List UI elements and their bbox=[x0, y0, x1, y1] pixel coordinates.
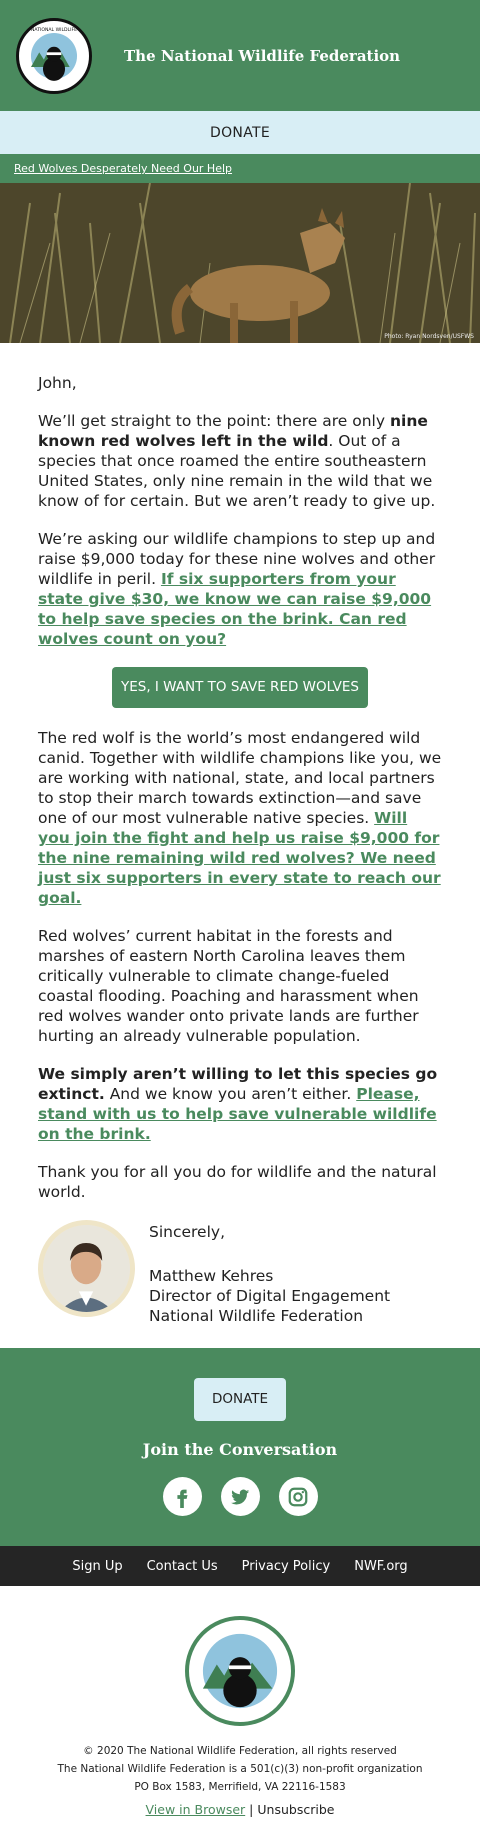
mailing-address: PO Box 1583, Merrifield, VA 22116-1583 bbox=[134, 1781, 346, 1793]
subhead-bar bbox=[0, 154, 480, 183]
unsubscribe-link[interactable]: Unsubscribe bbox=[257, 1802, 335, 1817]
footer-bottom bbox=[0, 1586, 480, 1832]
donate-bar-button[interactable]: DONATE bbox=[0, 111, 480, 154]
signer-name: Matthew Kehres bbox=[149, 1267, 274, 1285]
red-wolves-link[interactable]: Red Wolves Desperately Need Our Help bbox=[14, 162, 233, 175]
paragraph-6: Thank you for all you do for wildlife and the natural world. bbox=[38, 1163, 437, 1201]
footer-donate-button[interactable]: DONATE bbox=[194, 1378, 286, 1421]
footer-green bbox=[0, 1348, 480, 1546]
nwf-logo-large bbox=[185, 1616, 295, 1726]
twitter-icon[interactable] bbox=[221, 1477, 260, 1516]
sign-off: Sincerely, bbox=[149, 1223, 226, 1241]
donate-link-3[interactable]: Please, stand with us to help save vulnerable wildlife on the brink. bbox=[38, 1085, 437, 1143]
org-name: The National Wildlife Federation bbox=[124, 46, 401, 65]
sign-up-link[interactable]: Sign Up bbox=[72, 1558, 123, 1574]
join-conversation-heading: Join the Conversation bbox=[142, 1440, 338, 1459]
paragraph-3: The red wolf is the world’s most endangered wild canid. Together with wildlife champions like you, we are working with national, state, and local partners to stop their march towards extinction—and save one of our most vulnerable native species. Will you join the fight and help us raise $9,000 for the nine remaining wild red wolves? We need just six supporters in every state to reach our goal. bbox=[38, 729, 442, 907]
save-red-wolves-button[interactable]: YES, I WANT TO SAVE RED WOLVES bbox=[112, 667, 368, 708]
instagram-icon[interactable] bbox=[279, 1477, 318, 1516]
signer-org: National Wildlife Federation bbox=[149, 1307, 364, 1325]
facebook-icon[interactable] bbox=[163, 1477, 202, 1516]
copyright: © 2020 The National Wildlife Federation, all rights reserved bbox=[83, 1745, 397, 1757]
signer-avatar bbox=[38, 1220, 135, 1317]
svg-text:NATIONAL WILDLIFE: NATIONAL WILDLIFE bbox=[30, 27, 78, 33]
signature-block bbox=[38, 1220, 442, 1326]
email-header bbox=[0, 0, 480, 111]
red-wolf-hero-image bbox=[0, 183, 480, 343]
paragraph-5: We simply aren’t willing to let this species go extinct. And we know you aren’t either. Please, stand with us to help save vulnerable wildlife on the brink. bbox=[38, 1065, 438, 1143]
social-icons bbox=[0, 1477, 480, 1516]
paragraph-4: Red wolves’ current habitat in the forests and marshes of eastern North Carolina leaves them critically vulnerable to climate change-fueled coastal flooding. Poaching and harassment when red wolves wander onto private lands are further hurting an already vulnerable population. bbox=[38, 927, 419, 1045]
contact-us-link[interactable]: Contact Us bbox=[146, 1558, 218, 1574]
greeting: John, bbox=[38, 374, 77, 392]
paragraph-2: We’re asking our wildlife champions to step up and raise $9,000 today for these nine wolves and other wildlife in peril. If six supporters from your state give $30, we know we can raise $9,000 to help save species on the brink. Can red wolves count on you? bbox=[38, 530, 436, 648]
nwf-org-link[interactable]: NWF.org bbox=[354, 1558, 408, 1574]
link-separator: | bbox=[245, 1802, 258, 1817]
footer-links bbox=[0, 1546, 480, 1586]
nonprofit-statement: The National Wildlife Federation is a 501(c)(3) non-profit organization bbox=[57, 1763, 423, 1775]
nwf-logo[interactable] bbox=[16, 18, 92, 94]
privacy-policy-link[interactable]: Privacy Policy bbox=[241, 1558, 331, 1574]
signer-title: Director of Digital Engagement bbox=[149, 1287, 391, 1305]
photo-credit: Photo: Ryan Nordsven/USFWS bbox=[384, 333, 474, 340]
letter-body bbox=[0, 343, 480, 1326]
view-in-browser-link[interactable]: View in Browser bbox=[145, 1802, 246, 1817]
paragraph-1: We’ll get straight to the point: there are only nine known red wolves left in the wild. Out of a species that once roamed the entire southeastern United States, only nine remain in the wild that we know of for certain. But we aren’t ready to give up. bbox=[38, 412, 436, 510]
donate-link-1[interactable]: If six supporters from your state give $30, we know we can raise $9,000 to help save species on the brink. Can red wolves count on you? bbox=[38, 570, 432, 648]
donate-link-2[interactable]: Will you join the fight and help us raise $9,000 for the nine remaining wild red wolves? We need just six supporters in every state to reach our goal. bbox=[38, 809, 441, 907]
